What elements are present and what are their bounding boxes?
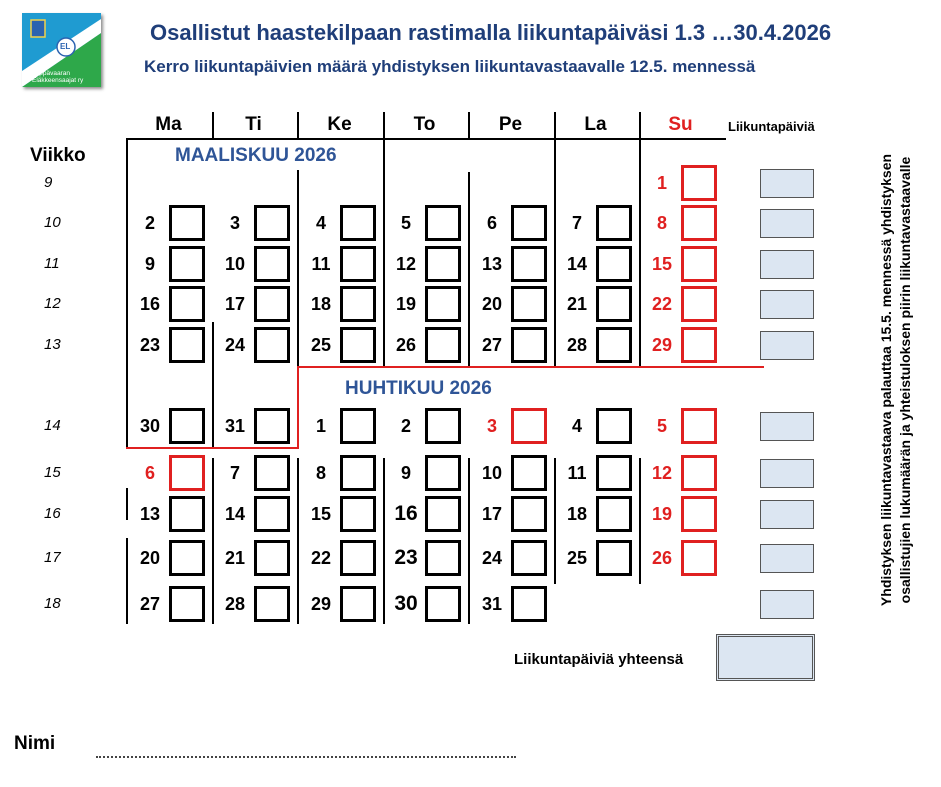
day-checkbox[interactable] — [511, 540, 547, 576]
column-line-to — [383, 458, 385, 624]
day-checkbox[interactable] — [596, 205, 632, 241]
week-days-input[interactable] — [760, 459, 814, 488]
day-checkbox[interactable] — [681, 496, 717, 532]
day-checkbox[interactable] — [340, 286, 376, 322]
week-days-input[interactable] — [760, 500, 814, 529]
day-number-5: 5 — [400, 213, 411, 233]
side-note-line-2: osallistujien lukumäärän ja yhteistuloksen piirin liikuntavastaavalle — [897, 156, 913, 604]
column-line-ke — [297, 170, 299, 366]
day-checkbox[interactable] — [340, 455, 376, 491]
day-checkbox[interactable] — [681, 327, 717, 363]
day-number-17: 17 — [224, 294, 246, 314]
name-input-line[interactable] — [96, 756, 516, 758]
page-title: Osallistut haastekilpaan rastimalla liikuntapäiväsi 1.3 …30.4.2026 — [150, 20, 832, 45]
column-line-su — [639, 138, 641, 368]
day-checkbox[interactable] — [596, 540, 632, 576]
day-checkbox[interactable] — [340, 408, 376, 444]
day-checkbox[interactable] — [511, 455, 547, 491]
day-checkbox[interactable] — [169, 540, 205, 576]
day-number-22: 22 — [651, 294, 673, 314]
week-days-input[interactable] — [760, 250, 814, 279]
day-checkbox[interactable] — [681, 246, 717, 282]
day-number-27: 27 — [481, 335, 503, 355]
day-checkbox[interactable] — [169, 327, 205, 363]
day-number-16: 16 — [139, 294, 161, 314]
day-number-18: 18 — [566, 504, 588, 524]
week-days-input[interactable] — [760, 290, 814, 319]
day-checkbox[interactable] — [169, 246, 205, 282]
day-number-1: 1 — [656, 173, 667, 193]
day-number-11: 11 — [567, 463, 587, 483]
day-number-18: 18 — [310, 294, 332, 314]
day-checkbox[interactable] — [425, 246, 461, 282]
day-number-24: 24 — [481, 548, 503, 568]
page-subtitle: Kerro liikuntapäivien määrä yhdistyksen liikuntavastaavalle 12.5. mennessä — [144, 57, 756, 76]
header-separator — [212, 112, 214, 140]
name-label: Nimi — [14, 733, 56, 754]
day-number-30: 30 — [139, 416, 161, 436]
day-header-ti: Ti — [245, 114, 262, 135]
day-number-22: 22 — [310, 548, 332, 568]
day-number-12: 12 — [395, 254, 417, 274]
day-number-25: 25 — [566, 548, 588, 568]
day-number-30: 30 — [394, 592, 418, 615]
day-checkbox[interactable] — [596, 286, 632, 322]
day-number-23: 23 — [139, 335, 161, 355]
header-separator — [468, 112, 470, 140]
week-number: 11 — [44, 255, 60, 272]
column-line-ke — [297, 458, 299, 624]
day-number-3: 3 — [229, 213, 240, 233]
side-note-line-1: Yhdistyksen liikuntavastaava palauttaa 15.5. mennessä yhdistyksen — [878, 153, 894, 607]
week-header: Viikko — [30, 145, 86, 166]
day-number-10: 10 — [481, 463, 503, 483]
day-checkbox[interactable] — [596, 496, 632, 532]
column-line-to — [383, 138, 385, 368]
day-number-21: 21 — [224, 548, 246, 568]
day-number-26: 26 — [395, 335, 417, 355]
week-number: 16 — [44, 505, 61, 522]
month-boundary-line — [297, 366, 299, 448]
header-separator — [639, 112, 641, 140]
day-checkbox[interactable] — [511, 327, 547, 363]
day-number-29: 29 — [310, 594, 332, 614]
day-number-1: 1 — [315, 416, 326, 436]
logo-line-1: Leppävaaran — [32, 70, 70, 77]
day-checkbox[interactable] — [681, 455, 717, 491]
day-number-31: 31 — [481, 594, 503, 614]
day-number-20: 20 — [481, 294, 503, 314]
logo-emblem-text: EL — [60, 42, 71, 51]
day-checkbox[interactable] — [425, 408, 461, 444]
column-line-ma — [126, 138, 128, 448]
column-line-pe — [468, 458, 470, 624]
day-number-14: 14 — [224, 504, 246, 524]
day-checkbox[interactable] — [681, 408, 717, 444]
day-number-6: 6 — [144, 463, 155, 483]
day-checkbox[interactable] — [254, 246, 290, 282]
organization-logo — [22, 13, 101, 87]
day-header-ma: Ma — [155, 114, 182, 135]
month-label-april: HUHTIKUU 2026 — [345, 378, 492, 399]
day-number-19: 19 — [651, 504, 673, 524]
day-number-7: 7 — [229, 463, 240, 483]
month-label-march: MAALISKUU 2026 — [175, 145, 337, 166]
day-checkbox[interactable] — [425, 327, 461, 363]
day-header-ke: Ke — [327, 114, 352, 135]
day-number-14: 14 — [566, 254, 588, 274]
week-number: 18 — [44, 595, 61, 612]
week-days-input[interactable] — [760, 412, 814, 441]
day-header-pe: Pe — [498, 114, 523, 135]
day-header-to: To — [413, 114, 436, 135]
day-checkbox[interactable] — [511, 496, 547, 532]
day-checkbox[interactable] — [340, 246, 376, 282]
day-number-7: 7 — [571, 213, 582, 233]
week-number: 12 — [44, 295, 61, 312]
column-line-ma — [126, 488, 128, 520]
day-checkbox[interactable] — [425, 496, 461, 532]
day-number-19: 19 — [395, 294, 417, 314]
column-line-ma — [126, 538, 128, 624]
day-number-4: 4 — [315, 213, 326, 233]
day-number-27: 27 — [139, 594, 161, 614]
day-number-20: 20 — [139, 548, 161, 568]
day-number-28: 28 — [566, 335, 588, 355]
header-divider — [126, 138, 726, 140]
day-number-9: 9 — [400, 463, 411, 483]
day-number-25: 25 — [310, 335, 332, 355]
column-line-pe — [468, 172, 470, 368]
day-checkbox[interactable] — [425, 286, 461, 322]
day-checkbox[interactable] — [596, 246, 632, 282]
day-number-6: 6 — [486, 213, 497, 233]
logo-line-2: Eläkkeensaajat ry — [32, 77, 84, 84]
days-count-header: Liikuntapäiviä — [728, 119, 815, 134]
day-number-26: 26 — [651, 548, 673, 568]
day-number-4: 4 — [571, 416, 582, 436]
day-number-15: 15 — [651, 254, 673, 274]
week-number: 17 — [44, 549, 61, 566]
day-checkbox[interactable] — [169, 408, 205, 444]
day-checkbox[interactable] — [169, 205, 205, 241]
header-separator — [297, 112, 299, 140]
day-checkbox[interactable] — [511, 246, 547, 282]
day-checkbox[interactable] — [425, 586, 461, 622]
logo-caption — [32, 70, 83, 84]
day-number-17: 17 — [481, 504, 503, 524]
day-checkbox[interactable] — [681, 205, 717, 241]
day-checkbox[interactable] — [254, 496, 290, 532]
day-number-2: 2 — [400, 416, 411, 436]
total-label: Liikuntapäiviä yhteensä — [514, 651, 684, 668]
day-number-15: 15 — [310, 504, 332, 524]
week-days-input[interactable] — [760, 169, 814, 198]
day-header-la: La — [584, 114, 607, 135]
day-number-13: 13 — [139, 504, 161, 524]
week-number: 9 — [44, 174, 53, 191]
day-checkbox[interactable] — [254, 286, 290, 322]
day-number-23: 23 — [394, 546, 418, 569]
day-number-8: 8 — [315, 463, 326, 483]
day-checkbox[interactable] — [169, 455, 205, 491]
week-number: 10 — [44, 214, 61, 231]
week-number: 15 — [44, 464, 61, 481]
header-separator — [383, 112, 385, 140]
column-line-su — [639, 458, 641, 584]
day-checkbox[interactable] — [681, 286, 717, 322]
day-checkbox[interactable] — [596, 408, 632, 444]
day-number-11: 11 — [311, 254, 331, 274]
day-number-13: 13 — [481, 254, 503, 274]
week-days-input[interactable] — [760, 209, 814, 238]
day-header-su: Su — [668, 114, 693, 135]
week-days-input[interactable] — [760, 544, 814, 573]
day-checkbox[interactable] — [511, 286, 547, 322]
day-checkbox[interactable] — [425, 455, 461, 491]
week-days-input[interactable] — [760, 331, 814, 360]
day-checkbox[interactable] — [681, 165, 717, 201]
day-checkbox[interactable] — [340, 327, 376, 363]
day-checkbox[interactable] — [425, 205, 461, 241]
header-separator — [554, 112, 556, 140]
day-checkbox[interactable] — [254, 205, 290, 241]
day-number-21: 21 — [566, 294, 588, 314]
day-checkbox[interactable] — [596, 455, 632, 491]
column-line-la — [554, 138, 556, 368]
day-number-3: 3 — [486, 416, 497, 436]
day-checkbox[interactable] — [596, 327, 632, 363]
day-checkbox[interactable] — [254, 408, 290, 444]
day-number-10: 10 — [224, 254, 246, 274]
day-checkbox[interactable] — [681, 540, 717, 576]
day-checkbox[interactable] — [511, 205, 547, 241]
week-number: 14 — [44, 417, 61, 434]
month-boundary-line — [126, 447, 299, 449]
column-line-ti — [212, 458, 214, 624]
day-checkbox[interactable] — [340, 540, 376, 576]
week-number: 13 — [44, 336, 61, 353]
day-checkbox[interactable] — [425, 540, 461, 576]
day-checkbox[interactable] — [254, 327, 290, 363]
day-number-8: 8 — [656, 213, 667, 233]
day-checkbox[interactable] — [340, 205, 376, 241]
day-checkbox[interactable] — [340, 496, 376, 532]
day-checkbox[interactable] — [511, 408, 547, 444]
day-number-12: 12 — [651, 463, 673, 483]
day-checkbox[interactable] — [340, 586, 376, 622]
day-number-29: 29 — [651, 335, 673, 355]
day-checkbox[interactable] — [254, 586, 290, 622]
day-number-16: 16 — [394, 502, 418, 525]
day-checkbox[interactable] — [169, 586, 205, 622]
day-checkbox[interactable] — [169, 286, 205, 322]
column-line-ti — [212, 322, 214, 448]
day-number-31: 31 — [224, 416, 246, 436]
week-days-input[interactable] — [760, 590, 814, 619]
day-number-28: 28 — [224, 594, 246, 614]
day-number-2: 2 — [144, 213, 155, 233]
day-checkbox[interactable] — [169, 496, 205, 532]
day-checkbox[interactable] — [254, 455, 290, 491]
month-boundary-line — [298, 366, 764, 368]
day-checkbox[interactable] — [254, 540, 290, 576]
day-number-9: 9 — [144, 254, 155, 274]
day-checkbox[interactable] — [511, 586, 547, 622]
column-line-la — [554, 458, 556, 584]
day-number-5: 5 — [656, 416, 667, 436]
day-number-24: 24 — [224, 335, 246, 355]
total-days-input[interactable] — [716, 634, 815, 681]
